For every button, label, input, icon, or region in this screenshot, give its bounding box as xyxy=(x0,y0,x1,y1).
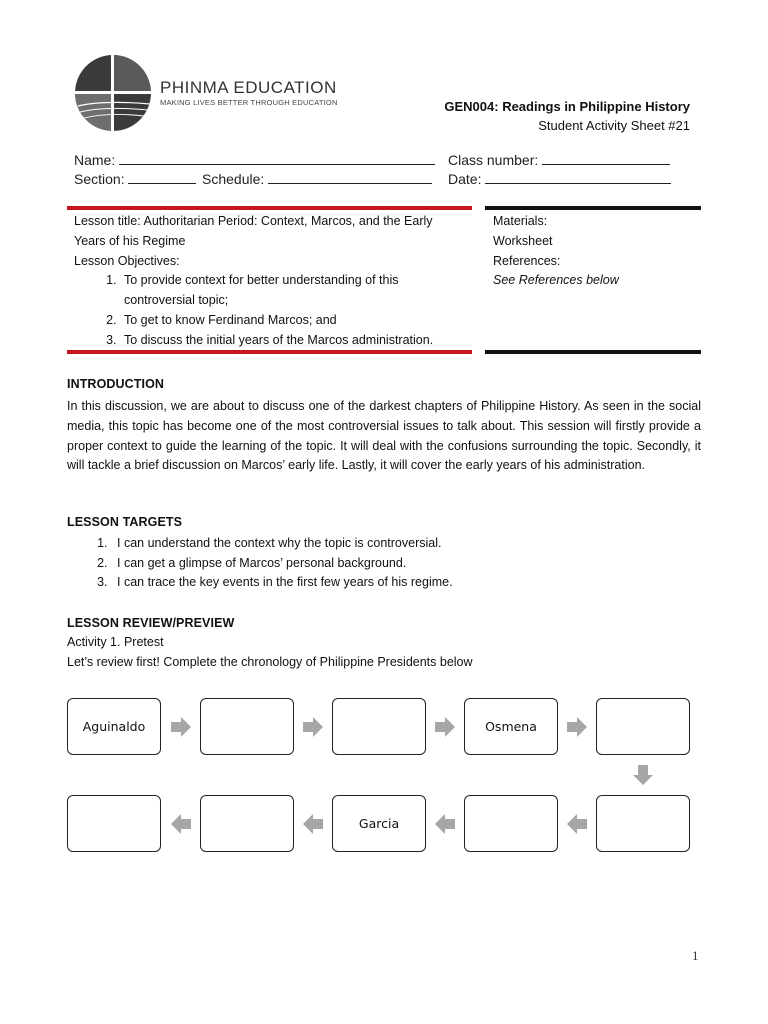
lesson-info xyxy=(74,212,454,351)
target-item: 1. I can understand the context why the topic is controversial. xyxy=(111,534,687,554)
objective-item: 1. To provide context for better understanding of this controversial topic; xyxy=(120,271,454,311)
arrow-right-icon xyxy=(302,716,324,738)
president-box-2[interactable] xyxy=(200,698,294,755)
schedule-label: Schedule: xyxy=(202,171,265,187)
target-item: 3. I can trace the key events in the first few years of his regime. xyxy=(111,573,687,593)
arrow-left-icon xyxy=(566,813,588,835)
name-underline[interactable] xyxy=(119,150,435,165)
objective-item: 2. To get to know Ferdinand Marcos; and xyxy=(120,311,454,331)
objectives-label: Lesson Objectives: xyxy=(74,253,180,268)
president-box-8[interactable]: Garcia xyxy=(332,795,426,852)
sheet-title: Student Activity Sheet #21 xyxy=(538,118,690,133)
introduction-text: In this discussion, we are about to discuss one of the darkest chapters of Philippine History. As seen in the social media, this topic has become one of the most controversial issues to talk about. This session will firstly provide a proper context to guide the learning of the topic. It will deal with the confusions surrounding the topic. Secondly, it will tackle a brief discussion on Marcos’ early life. Lastly, it will cover the early years of his administration. xyxy=(67,399,701,473)
course-title: GEN004: Readings in Philippine History xyxy=(444,99,690,114)
brand-name: PHINMA EDUCATION xyxy=(160,78,337,97)
page-number: 1 xyxy=(692,948,699,963)
arrow-left-icon xyxy=(302,813,324,835)
target-item: 2. I can get a glimpse of Marcos’ personal background. xyxy=(111,554,687,574)
president-box-7[interactable] xyxy=(464,795,558,852)
lesson-bottom-bar xyxy=(67,350,472,354)
schedule-field[interactable] xyxy=(202,169,432,187)
targets-list-wrap xyxy=(67,534,687,593)
brand-tagline: MAKING LIVES BETTER THROUGH EDUCATION xyxy=(160,98,338,107)
date-field[interactable] xyxy=(448,169,671,187)
activity-instruction: Let’s review first! Complete the chronology of Philippine Presidents below xyxy=(67,655,473,669)
president-box-5[interactable] xyxy=(596,698,690,755)
introduction-heading: INTRODUCTION xyxy=(67,377,165,391)
targets-list xyxy=(67,534,687,593)
lesson-top-bar xyxy=(67,206,472,210)
president-box-3[interactable] xyxy=(332,698,426,755)
materials-top-bar xyxy=(485,206,701,210)
lesson-title-line2: Years of his Regime xyxy=(74,233,186,248)
president-box-10[interactable] xyxy=(67,795,161,852)
activity-label: Activity 1. Pretest xyxy=(67,635,164,649)
arrow-down-icon xyxy=(632,764,654,786)
schedule-underline[interactable] xyxy=(268,169,432,184)
class-number-label: Class number: xyxy=(448,152,539,168)
arrow-left-icon xyxy=(434,813,456,835)
arrow-right-icon xyxy=(170,716,192,738)
materials-info xyxy=(493,212,693,291)
objective-item: 3. To discuss the initial years of the Marcos administration. xyxy=(120,331,454,351)
materials-bottom-bar xyxy=(485,350,701,354)
class-number-underline[interactable] xyxy=(542,150,670,165)
president-box-4[interactable]: Osmena xyxy=(464,698,558,755)
section-underline[interactable] xyxy=(128,169,196,184)
section-field[interactable] xyxy=(74,169,196,187)
date-underline[interactable] xyxy=(485,169,671,184)
lesson-title-line1: Lesson title: Authoritarian Period: Context, Marcos, and the Early xyxy=(74,214,433,228)
arrow-right-icon xyxy=(566,716,588,738)
review-heading: LESSON REVIEW/PREVIEW xyxy=(67,616,235,630)
references-value: See References below xyxy=(493,273,619,288)
president-box-6[interactable] xyxy=(596,795,690,852)
name-field[interactable] xyxy=(74,150,435,168)
phinma-logo-icon xyxy=(74,54,152,132)
president-box-1[interactable]: Aguinaldo xyxy=(67,698,161,755)
date-label: Date: xyxy=(448,171,482,187)
arrow-left-icon xyxy=(170,813,192,835)
references-label: References: xyxy=(493,253,561,268)
objectives-list xyxy=(74,271,454,350)
arrow-right-icon xyxy=(434,716,456,738)
materials-value: Worksheet xyxy=(493,233,553,248)
targets-heading: LESSON TARGETS xyxy=(67,515,183,529)
materials-label: Materials: xyxy=(493,214,548,228)
class-number-field[interactable] xyxy=(448,150,670,168)
section-label: Section: xyxy=(74,171,125,187)
president-box-9[interactable] xyxy=(200,795,294,852)
name-label: Name: xyxy=(74,152,116,168)
